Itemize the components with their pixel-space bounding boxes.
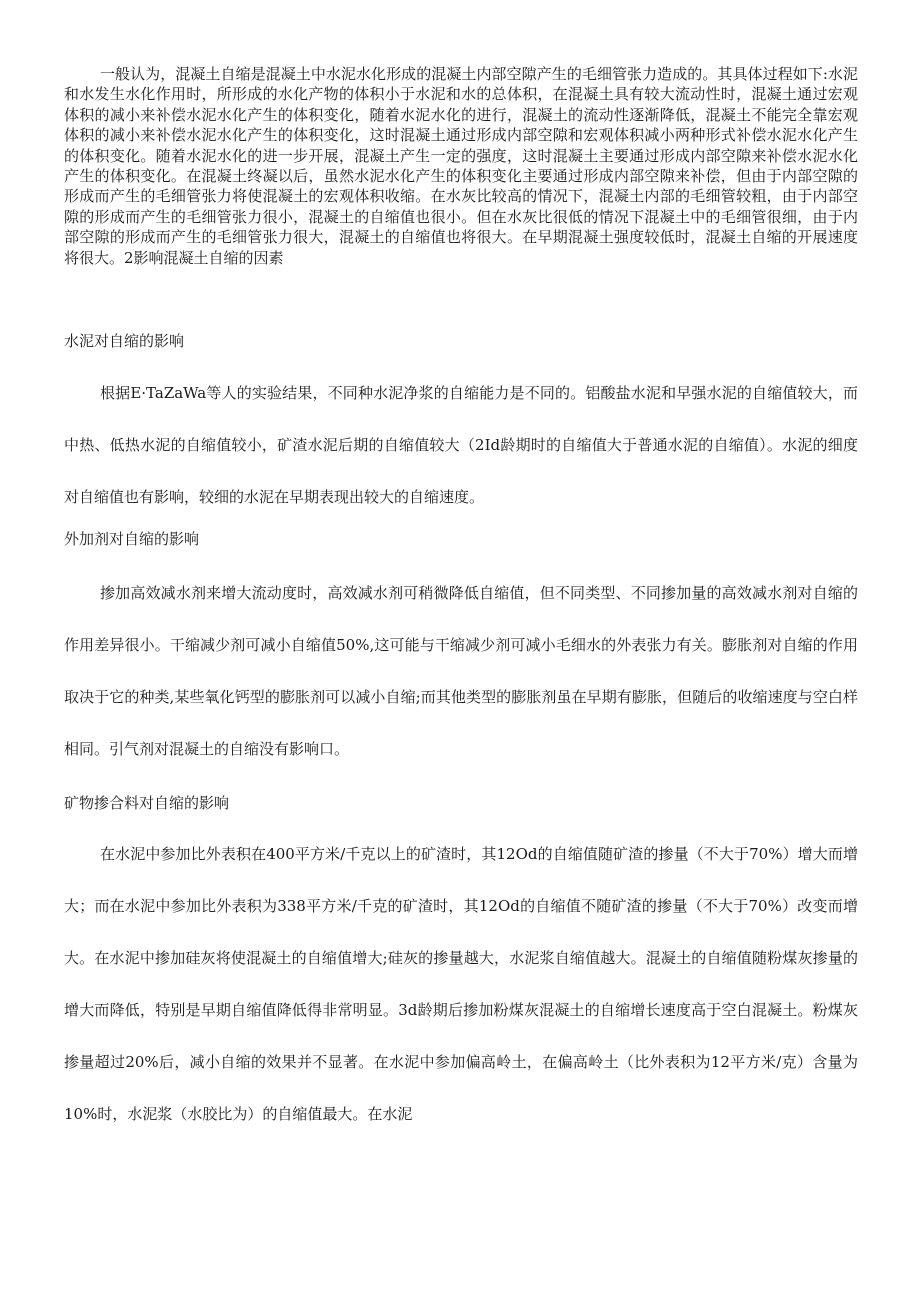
section-heading-cement: 水泥对自缩的影响: [64, 332, 185, 350]
section-body-cement: 根据E·TaZaWa等人的实验结果，不同种水泥净浆的自缩能力是不同的。铝酸盐水泥和早强水泥的自缩值较大，而中热、低热水泥的自缩值较小，矿渣水泥后期的自缩值较大（2Id龄期时的自缩值大于普通水泥的自缩值）。水泥的细度对自缩值也有影响，较细的水泥在早期表现出较大的自缩速度。: [64, 384, 858, 506]
section-heading-mineral-admixture: 矿物掺合料对自缩的影响: [64, 794, 230, 812]
intro-paragraph: 一般认为，混凝土自缩是混凝土中水泥水化形成的混凝土内部空隙产生的毛细管张力造成的。其具体过程如下:水泥和水发生水化作用时，所形成的水化产物的体积小于水泥和水的总体积，在混凝土具有较大流动性时，混凝土通过宏观体积的减小来补偿水泥水化产生的体积变化，随着水泥水化的进行，混凝土的流动性逐渐降低，混凝土不能完全靠宏观体积的减小来补偿水泥水化产生的体积变化，这时混凝土通过形成内部空隙和宏观体积减小两种形式补偿水泥水化产生的体积变化。随着水泥水化的进一步开展，混凝土产生一定的强度，这时混凝土主要通过形成内部空隙来补偿水泥水化产生的体积变化。在混凝土终凝以后，虽然水泥水化产生的体积变化主要通过形成内部空隙来补偿，但由于内部空隙的形成而产生的毛细管张力将使混凝土的宏观体积收缩。在水灰比较高的情况下，混凝土内部的毛细管较粗，由于内部空隙的形成而产生的毛细管张力很小，混凝土的自缩值也很小。但在水灰比很低的情况下混凝土中的毛细管很细，由于内部空隙的形成而产生的毛细管张力很大，混凝土的自缩值也将很大。在早期混凝土强度较低时，混凝土自缩的开展速度将很大。2影响混凝土自缩的因素: [64, 65, 858, 267]
section-heading-admixture: 外加剂对自缩的影响: [64, 530, 200, 548]
section-body-admixture: 掺加高效减水剂来增大流动度时，高效减水剂可稍微降低自缩值，但不同类型、不同掺加量的高效减水剂对自缩的作用差异很小。干缩减少剂可减小自缩值50%,这可能与干缩减少剂可减小毛细水的外表张力有关。膨胀剂对自缩的作用取决于它的种类,某些氧化钙型的膨胀剂可以减小自缩;而其他类型的膨胀剂虽在早期有膨胀，但随后的收缩速度与空白样相同。引气剂对混凝土的自缩没有影响口。: [64, 584, 858, 758]
section-body-mineral-admixture: 在水泥中参加比外表积在400平方米/千克以上的矿渣时，其12Od的自缩值随矿渣的掺量（不大于70%）增大而增大；而在水泥中参加比外表积为338平方米/千克的矿渣时，其12Od的自缩值不随矿渣的掺量（不大于70%）改变而增大。在水泥中掺加硅灰将使混凝土的自缩值增大;硅灰的掺量越大，水泥浆自缩值越大。混凝土的自缩值随粉煤灰掺量的增大而降低，特别是早期自缩值降低得非常明显。3d龄期后掺加粉煤灰混凝土的自缩增长速度高于空白混凝土。粉煤灰掺量超过20%后，减小自缩的效果并不显著。在水泥中参加偏高岭土，在偏高岭土（比外表积为12平方米/克）含量为10%时，水泥浆（水胶比为）的自缩值最大。在水泥: [64, 845, 858, 1123]
